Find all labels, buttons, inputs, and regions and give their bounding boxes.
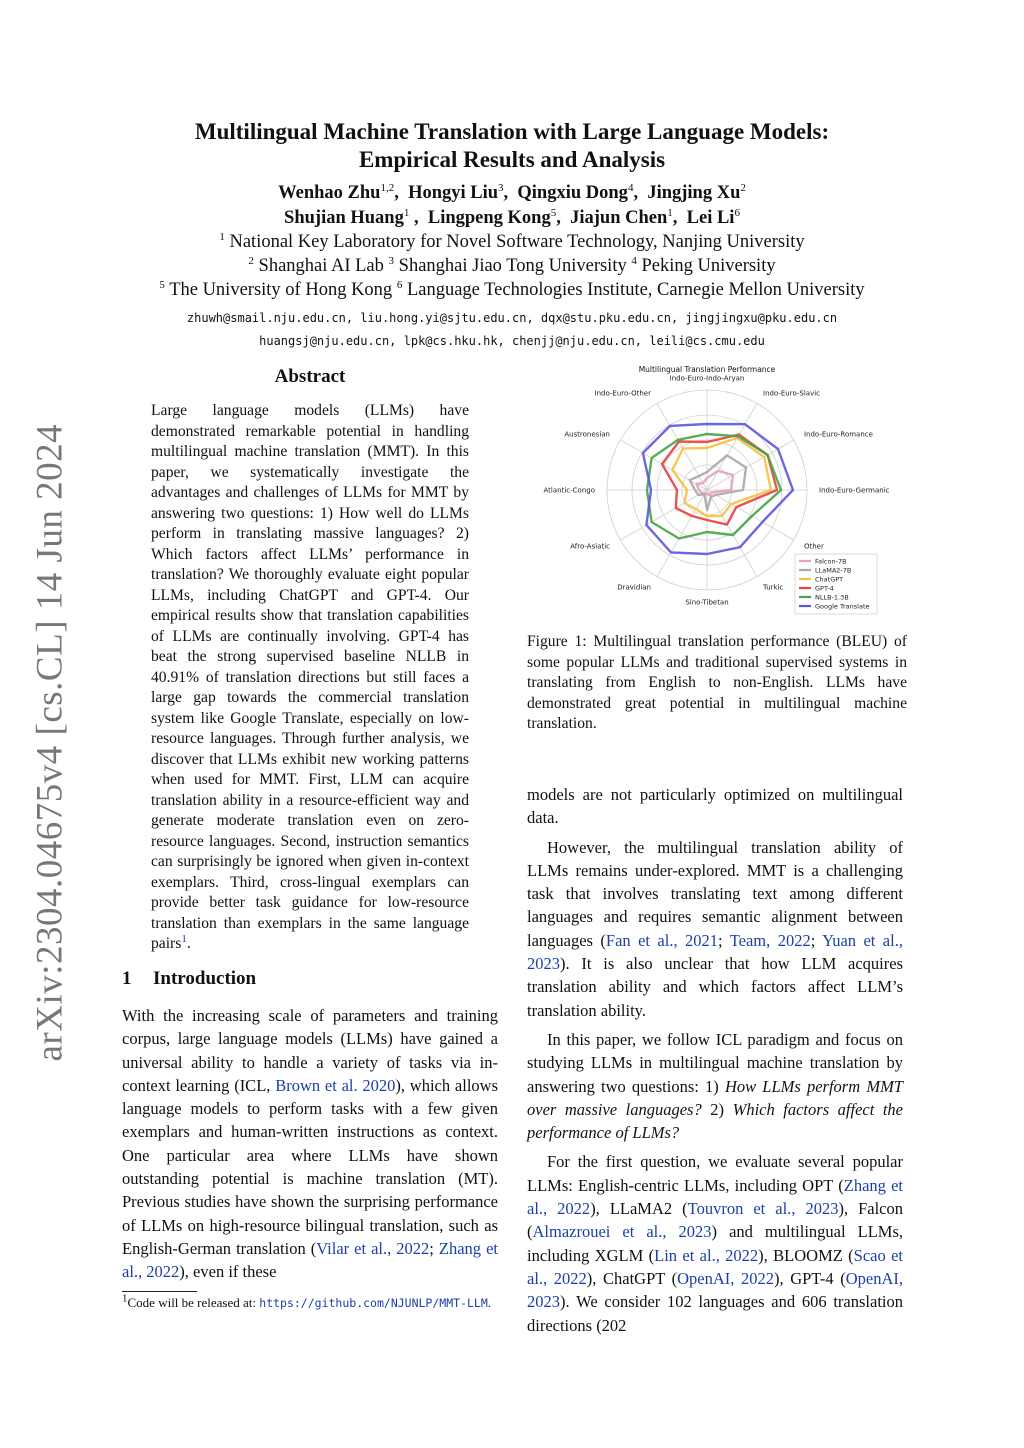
body-text: ). It is also unclear that how LLM acquires translation ability and which factors affect LLM’s translation ability. xyxy=(527,954,903,1020)
affil-mark: 1 xyxy=(219,230,225,243)
axis-category-label: Dravidian xyxy=(617,583,651,592)
affiliation: National Key Laboratory for Novel Software Technology, Nanjing University xyxy=(229,232,805,252)
github-link[interactable]: https://github.com/NJUNLP/MMT-LLM xyxy=(259,1296,488,1310)
citation-link[interactable]: Zhang et al., 2022 xyxy=(122,1238,498,1282)
footnote-end: . xyxy=(487,1295,491,1310)
intro-paragraph xyxy=(122,1004,498,1284)
author-name: Shujian Huang xyxy=(284,208,404,228)
affiliation-line-2 xyxy=(0,256,1024,277)
radar-chart xyxy=(527,357,907,629)
authors-line-1: Wenhao Zhu$^{1,2}$, Hongyi Liu$^3$, Qingxiu Dong$^4$, Jingjing Xu$^2$ xyxy=(278,181,746,203)
footnote-rule xyxy=(122,1291,197,1292)
affiliation-line-1 xyxy=(0,232,1024,253)
legend-label: NLLB-1.3B xyxy=(815,593,849,602)
citation-link[interactable]: Brown et al. 2020 xyxy=(275,1075,396,1095)
authors-line-2: Shujian Huang$^1$ , Lingpeng Kong$^5$, Jiajun Chen$^1$, Lei Li$^6$ xyxy=(284,206,740,228)
author-affil-mark: 6 xyxy=(734,206,740,219)
affil-mark: 2 xyxy=(248,254,254,267)
axis-category-label: Indo-Euro-Indo-Aryan xyxy=(669,374,745,383)
affiliation-line-3 xyxy=(0,280,1024,301)
body-text: ; xyxy=(810,930,823,950)
emails-line-1: zhuwh@smail.nju.edu.cn, liu.hong.yi@sjtu.edu.cn, dqx@stu.pku.edu.cn, jingjingxu@pku.edu.cn xyxy=(186,311,838,325)
research-question: How LLMs perform MMT over massive languages? xyxy=(527,1076,903,1119)
section-title: Introduction xyxy=(153,968,257,989)
author-affil-mark: 1,2 xyxy=(380,181,395,194)
footnote xyxy=(122,1294,498,1312)
body-text: However, the multilingual translation ability of LLMs remains under-explored. MMT is a challenging task that involves translating text among different languages and requires semantic alignment between languages ( xyxy=(527,837,903,950)
affiliation: The University of Hong Kong xyxy=(169,280,393,300)
paragraph xyxy=(527,783,903,830)
axis-category-label: Indo-Euro-Other xyxy=(594,389,651,398)
legend-label: GPT-4 xyxy=(815,584,834,593)
citation-link[interactable]: Team, 2022 xyxy=(729,930,811,950)
figure-1 xyxy=(527,357,907,629)
affil-mark: 3 xyxy=(388,254,395,267)
author-affil-mark: 3 xyxy=(498,181,504,194)
title-line-2: Empirical Results and Analysis xyxy=(358,147,666,172)
chart-title: Multilingual Translation Performance xyxy=(638,365,776,374)
axis-category-label: Afro-Asiatic xyxy=(570,542,611,551)
author-name: Lei Li xyxy=(686,208,735,228)
affiliation: Shanghai AI Lab xyxy=(258,256,384,276)
axis-category-label: Turkic xyxy=(763,583,784,592)
author-name: Jingjing Xu xyxy=(647,183,741,203)
citation-link[interactable]: Fan et al., 2021 xyxy=(605,930,719,950)
paragraph xyxy=(527,1150,903,1336)
emails-line-2: huangsj@nju.edu.cn, lpk@cs.hku.hk, chenjj@nju.edu.cn, leili@cs.cmu.edu xyxy=(259,334,765,348)
footnote-mark[interactable]: 1 xyxy=(181,932,187,945)
body-text: ; xyxy=(429,1238,439,1258)
body-text: models are not particularly optimized on multilingual data. xyxy=(527,785,903,828)
author-affil-mark: 1 xyxy=(403,206,410,219)
paragraph xyxy=(527,1028,903,1144)
body-text: ), which allows language models to perform tasks with a few given exemplars and human-written instructions as context. One particular area where LLMs have shown outstanding potential is machine translation (MT). Previous studies have shown the surprising performance of LLMs on high-resource bilingual translation, such as English-German translation ( xyxy=(122,1075,498,1258)
spoke-line xyxy=(620,490,707,540)
axis-category-label: Indo-Euro-Germanic xyxy=(819,486,890,495)
citation-link[interactable]: Almazrouei et al., 2023 xyxy=(532,1222,712,1242)
citation-link[interactable]: OpenAI, 2023 xyxy=(527,1268,903,1312)
citation-link[interactable]: Yuan et al., 2023 xyxy=(527,930,903,974)
affil-mark: 4 xyxy=(631,254,637,267)
affiliation: Language Technologies Institute, Carnegie Mellon University xyxy=(406,280,865,300)
section-heading xyxy=(122,968,256,990)
figure-caption: Figure 1: Multilingual translation performance (BLEU) of some popular LLMs and traditional supervised systems in translating from English to non-English. LLMs have demonstrated great potential in multilingual machine translation. xyxy=(527,633,907,732)
author-affil-mark: 1 xyxy=(667,206,673,219)
legend-label: Falcon-7B xyxy=(815,557,847,566)
axis-category-label: Sino-Tibetan xyxy=(685,598,729,607)
author-name: Jiajun Chen xyxy=(570,208,668,228)
author-affil-mark: 4 xyxy=(627,181,634,194)
body-text: ), even if these xyxy=(179,1262,277,1282)
axis-category-label: Indo-Euro-Slavic xyxy=(763,389,821,398)
footnote-text: Code will be released at: xyxy=(127,1295,260,1310)
legend-label: ChatGPT xyxy=(815,575,844,584)
citation-link[interactable]: Vilar et al., 2022 xyxy=(316,1238,430,1258)
citation-link[interactable]: OpenAI, 2022 xyxy=(677,1268,774,1288)
body-text: ). We consider 102 languages and 606 translation directions (202 xyxy=(527,1292,903,1335)
axis-category-label: Atlantic-Congo xyxy=(543,486,595,495)
body-text: ; xyxy=(718,930,730,950)
author-name: Hongyi Liu xyxy=(408,183,499,203)
arxiv-identifier: arXiv:2304.04675v4 [cs.CL] 14 Jun 2024 xyxy=(29,423,71,1062)
author-name: Lingpeng Kong xyxy=(427,208,551,228)
series-line-chatgpt xyxy=(672,438,771,516)
affiliation: Peking University xyxy=(641,256,776,276)
body-text: ), ChatGPT ( xyxy=(586,1268,678,1288)
right-column-body xyxy=(527,783,903,1343)
citation-link[interactable]: Scao et al., 2022 xyxy=(527,1245,904,1288)
affil-mark: 5 xyxy=(159,278,165,291)
footnote-mark: 1 xyxy=(122,1292,128,1305)
legend-label: Google Translate xyxy=(815,602,870,611)
body-text: 2) xyxy=(701,1099,733,1119)
affil-mark: 6 xyxy=(396,278,403,291)
author-name: Qingxiu Dong xyxy=(517,183,628,203)
abstract-text: Large language models (LLMs) have demonstrated remarkable potential in handling multilingual machine translation (MMT). In this paper, we systematically investigate the advantages and challenges of LLMs for MMT by answering two questions: 1) How well do LLMs perform in translating massive languages? 2) Which factors affect LLMs’ performance in translation? We thoroughly evaluate eight popular LLMs, including ChatGPT and GPT-4. Our empirical results show that translation capabilities of LLMs are continually involving. GPT-4 has beat the strong supervised baseline NLLB in 40.91% of translation directions but still faces a large gap towards the commercial translation system like Google Translate, especially on low-resource languages. Through further analysis, we discover that LLMs exhibit new working patterns when used for MMT. First, LLM can acquire translation ability in a resource-efficient way and generate moderate translation even on zero-resource languages. Second, instruction semantics can surprisingly be ignored when given in-context exemplars. Third, cross-lingual exemplars can provide better task guidance for low-resource translation than exemplars in the same language pairs xyxy=(151,402,469,952)
author-affil-mark: 2 xyxy=(740,181,746,194)
body-text: ), GPT-4 ( xyxy=(774,1268,846,1288)
citation-link[interactable]: Touvron et al., 2023 xyxy=(687,1199,839,1219)
abstract-heading: Abstract xyxy=(274,366,346,387)
citation-link[interactable]: Lin et al., 2022 xyxy=(654,1245,759,1265)
section-number: 1 xyxy=(122,968,132,989)
body-text: With the increasing scale of parameters and training corpus, large language models (LLMs) have gained a universal ability to handle a variety of tasks via in-context learning (ICL, xyxy=(122,1006,498,1095)
paragraph xyxy=(527,836,903,1022)
affiliation: Shanghai Jiao Tong University xyxy=(398,256,627,276)
author-name: Wenhao Zhu xyxy=(278,183,381,203)
citation-link[interactable]: Zhang et al., 2022 xyxy=(527,1175,904,1219)
axis-category-label: Other xyxy=(803,542,824,551)
paper-title xyxy=(0,118,1024,174)
axis-category-label: Indo-Euro-Romance xyxy=(803,430,873,439)
research-question: Which factors affect the performance of LLMs? xyxy=(527,1099,904,1143)
body-text: In this paper, we follow ICL paradigm and focus on studying LLMs in multilingual machine translation by answering two questions: 1) xyxy=(527,1029,903,1096)
author-affil-mark: 5 xyxy=(550,206,557,219)
body-text: ), Falcon ( xyxy=(527,1199,903,1242)
body-text: ) and multilingual LLMs, including XGLM ( xyxy=(527,1222,903,1265)
axis-category-label: Austronesian xyxy=(564,430,611,439)
abstract-body: Large language models (LLMs) have demonstrated remarkable potential in handling multilingual machine translation (MMT). In this paper, we systematically investigate the advantages and challenges of LLMs for MMT by answering two questions: 1) How well do LLMs perform in translating massive languages? 2) Which factors affect LLMs’ performance in translation? We thoroughly evaluate eight popular LLMs, including ChatGPT and GPT-4. Our empirical results show that translation capabilities of LLMs are continually involving. GPT-4 has beat the strong supervised baseline NLLB in 40.91% of translation directions but still faces a large gap towards the commercial translation system like Google Translate, especially on low-resource languages. Through further analysis, we discover that LLMs exhibit new working patterns when used for MMT. First, LLM can acquire translation ability in a resource-efficient way and generate moderate translation even on zero-resource languages. Second, instruction semantics can surprisingly be ignored when given in-context exemplars. Third, cross-lingual exemplars can provide better task guidance for low-resource translation than exemplars in the same language pairs$^1$. xyxy=(151,402,469,952)
body-text: ), LLaMA2 ( xyxy=(590,1199,688,1219)
legend-label: LLaMA2-7B xyxy=(815,566,852,575)
body-text: ), BLOOMZ ( xyxy=(758,1245,854,1265)
body-text: For the first question, we evaluate several popular LLMs: English-centric LLMs, including OPT ( xyxy=(527,1152,903,1195)
title-line-1: Multilingual Machine Translation with Large Language Models: xyxy=(194,119,830,144)
